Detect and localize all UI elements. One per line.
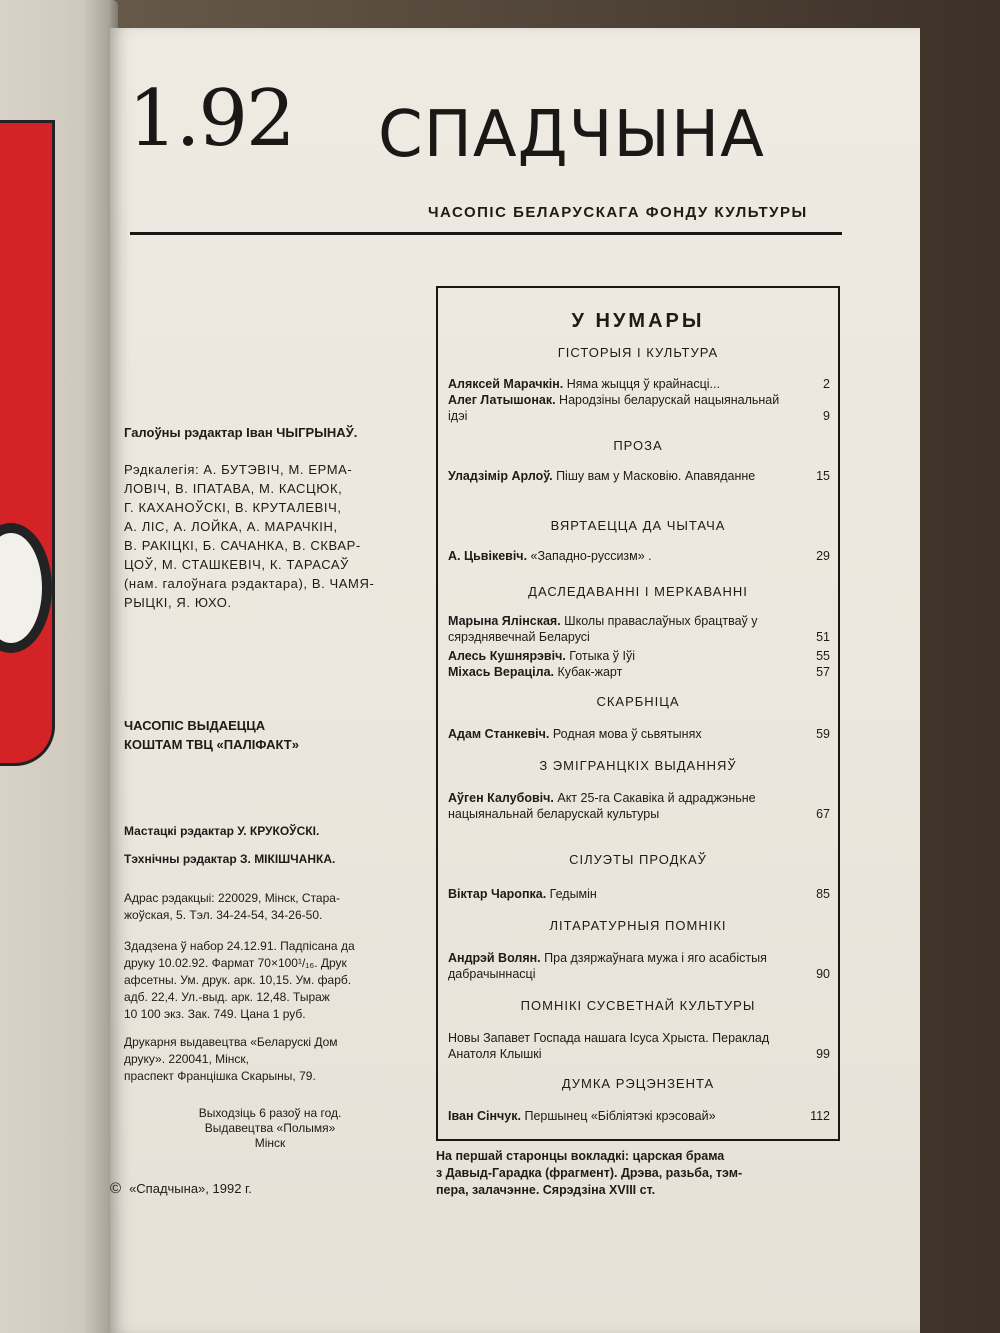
entry-title: Першынец «Бібліятэкі крэсовай» — [524, 1109, 716, 1123]
board-line: В. РАКІЦКІ, Б. САЧАНКА, В. СКВАР- — [124, 538, 361, 553]
entry-author: Аляксей Марачкін. — [448, 377, 564, 391]
frequency-line: Выдавецтва «Полымя» — [204, 1121, 336, 1135]
toc-section: ДАСЛЕДАВАННІ І МЕРКАВАННІ — [528, 584, 748, 599]
printer-line: Друкарня выдавецтва «Беларускі Дом — [124, 1035, 338, 1049]
toc-section: ГІСТОРЫЯ І КУЛЬТУРА — [557, 345, 719, 360]
table-of-contents — [436, 286, 840, 1141]
print-line: адб. 22,4. Ул.-выд. арк. 12,48. Тыраж — [124, 990, 330, 1004]
entry-page: 57 — [816, 665, 830, 679]
toc-section: СКАРБНІЦА — [596, 694, 680, 709]
print-line: афсетны. Ум. друк. арк. 10,15. Ум. фарб. — [124, 973, 352, 987]
toc-entry — [448, 790, 830, 822]
printer-line: друку». 220041, Мінск, — [124, 1052, 249, 1066]
board-line: ЛОВІЧ, В. ІПАТАВА, М. КАСЦЮК, — [124, 481, 343, 496]
entry-title: Акт 25-га Сакавіка й адраджэньне нацыянальнай беларускай культуры — [448, 791, 756, 821]
editorial-board — [124, 460, 414, 612]
entry-page: 15 — [816, 469, 830, 483]
chief-editor: Галоўны рэдактар Іван ЧЫГРЫНАЎ. — [124, 425, 358, 440]
toc-entry — [448, 664, 830, 680]
copyright-icon: © — [110, 1180, 122, 1197]
entry-title: «Западно-руссизм» . — [530, 549, 652, 563]
toc-entry — [448, 886, 830, 902]
print-line: друку 10.02.92. Фармат 70×100¹/₁₆. Друк — [124, 956, 347, 970]
toc-section: ПОМНІКІ СУСВЕТНАЙ КУЛЬТУРЫ — [520, 998, 756, 1013]
entry-title: Пішу вам у Масковію. Апавяданне — [556, 469, 756, 483]
emblem-symbol-icon — [0, 523, 52, 653]
toc-section: ВЯРТАЕЦЦА ДА ЧЫТАЧА — [550, 518, 726, 533]
entry-author: Міхась Вераціла. — [448, 665, 554, 679]
tech-editor: Тэхнічны рэдактар З. МІКІШЧАНКА. — [124, 852, 336, 866]
toc-entry — [448, 392, 830, 424]
frequency-info — [150, 1106, 390, 1151]
entry-author: Віктар Чаропка. — [448, 887, 547, 901]
entry-author: Аўген Калубовіч. — [448, 791, 554, 805]
publisher-line: КОШТАМ ТВЦ «ПАЛІФАКТ» — [124, 737, 299, 752]
board-line: Рэдкалегія: А. БУТЭВІЧ, М. ЕРМА- — [124, 462, 353, 477]
board-line: А. ЛІС, А. ЛОЙКА, А. МАРАЧКІН, — [124, 519, 338, 534]
magazine-page — [110, 28, 920, 1333]
entry-author: А. Цьвікевіч. — [448, 549, 528, 563]
toc-entry — [448, 376, 830, 392]
toc-entry — [448, 468, 830, 484]
entry-author: Іван Сінчук. — [448, 1109, 521, 1123]
frequency-line: Выходзіць 6 разоў на год. — [198, 1106, 342, 1120]
entry-page: 59 — [816, 727, 830, 741]
entry-author: Андрэй Волян. — [448, 951, 541, 965]
address-line: жоўская, 5. Тэл. 34-24-54, 34-26-50. — [124, 908, 323, 922]
entry-author: Алесь Кушнярэвіч. — [448, 649, 566, 663]
printer-info — [124, 1034, 414, 1085]
entry-title: Новы Запавет Госпада нашага Ісуса Хрыста. Пераклад Анатоля Клышкі — [448, 1031, 770, 1061]
entry-author: Уладзімір Арлоў. — [448, 469, 553, 483]
entry-author: Алег Латышонак. — [448, 393, 556, 407]
publisher-note — [124, 716, 414, 754]
caption-line: пера, залачэнне. Сярэдзіна XVIII ст. — [436, 1183, 656, 1197]
publisher-line: ЧАСОПІС ВЫДАЕЦЦА — [124, 718, 266, 733]
entry-title: Готыка ў Іўі — [569, 649, 636, 663]
entry-page: 2 — [823, 377, 830, 391]
toc-entry — [448, 648, 830, 664]
entry-page: 90 — [816, 967, 830, 981]
entry-title: Гедымін — [549, 887, 597, 901]
frequency-line: Мінск — [254, 1136, 286, 1150]
toc-heading: У НУМАРЫ — [571, 310, 705, 332]
copyright-text: «Спадчына», 1992 г. — [129, 1181, 252, 1196]
toc-section: ПРОЗА — [613, 438, 663, 453]
facing-page — [0, 0, 118, 1333]
entry-author: Адам Станкевіч. — [448, 727, 550, 741]
magazine-subtitle: ЧАСОПІС БЕЛАРУСКАГА ФОНДУ КУЛЬТУРЫ — [428, 204, 808, 221]
entry-page: 55 — [816, 649, 830, 663]
printer-line: праспект Францішка Скарыны, 79. — [124, 1069, 316, 1083]
toc-entry — [448, 1030, 830, 1062]
board-line: РЫЦКІ, Я. ЮХО. — [124, 595, 232, 610]
entry-author: Марына Ялінская. — [448, 614, 561, 628]
toc-entry — [448, 613, 830, 645]
print-line: Здадзена ў набор 24.12.91. Падпісана да — [124, 939, 355, 953]
entry-title: Пра дзяржаўнага мужа і яго асабістыя дабрачыннасці — [448, 951, 767, 981]
cover-caption — [436, 1148, 846, 1199]
header-rule — [130, 232, 842, 235]
toc-section: ДУМКА РЭЦЭНЗЕНТА — [561, 1076, 715, 1091]
entry-page: 29 — [816, 549, 830, 563]
entry-title: Школы праваслаўных брацтваў у сярэднявечнай Беларусі — [448, 614, 758, 644]
entry-title: Родная мова ў сьвятынях — [552, 727, 702, 741]
caption-line: На першай старонцы вокладкі: царская брама — [436, 1149, 725, 1163]
entry-page: 67 — [816, 807, 830, 821]
board-line: ЦОЎ, М. СТАШКЕВІЧ, К. ТАРАСАЎ — [124, 557, 350, 572]
toc-section: З ЭМІГРАНЦКІХ ВЫДАННЯЎ — [539, 758, 737, 773]
toc-entry — [448, 548, 830, 564]
entry-page: 85 — [816, 887, 830, 901]
entry-title: Народзіны беларускай нацыянальнай ідэі — [448, 393, 780, 423]
toc-entry — [448, 1108, 830, 1124]
copyright — [110, 1180, 252, 1197]
caption-line: з Давыд-Гарадка (фрагмент). Дрэва, разьба, тэм- — [436, 1166, 743, 1180]
entry-page: 51 — [816, 630, 830, 644]
toc-entry — [448, 950, 830, 982]
entry-title: Кубак-жарт — [557, 665, 623, 679]
red-shield-emblem — [0, 120, 55, 766]
toc-entry — [448, 726, 830, 742]
print-details — [124, 938, 414, 1023]
entry-page: 99 — [816, 1047, 830, 1061]
entry-page: 9 — [823, 409, 830, 423]
magazine-title: СПАДЧЫНА — [378, 98, 765, 172]
print-line: 10 100 экз. Зак. 749. Цана 1 руб. — [124, 1007, 306, 1021]
editorial-address — [124, 890, 414, 924]
board-line: (нам. галоўнага рэдактара), В. ЧАМЯ- — [124, 576, 375, 591]
board-line: Г. КАХАНОЎСКІ, В. КРУТАЛЕВІЧ, — [124, 500, 342, 515]
toc-section: ЛІТАРАТУРНЫЯ ПОМНІКІ — [549, 918, 727, 933]
entry-title: Няма жыцця ў крайнасці... — [566, 377, 720, 391]
entry-page: 112 — [810, 1109, 830, 1123]
art-editor: Мастацкі рэдактар У. КРУКОЎСКІ. — [124, 824, 320, 838]
issue-number: 1.92 — [128, 74, 294, 164]
toc-section: СІЛУЭТЫ ПРОДКАЎ — [569, 852, 707, 867]
address-line: Адрас рэдакцыі: 220029, Мінск, Стара- — [124, 891, 340, 905]
